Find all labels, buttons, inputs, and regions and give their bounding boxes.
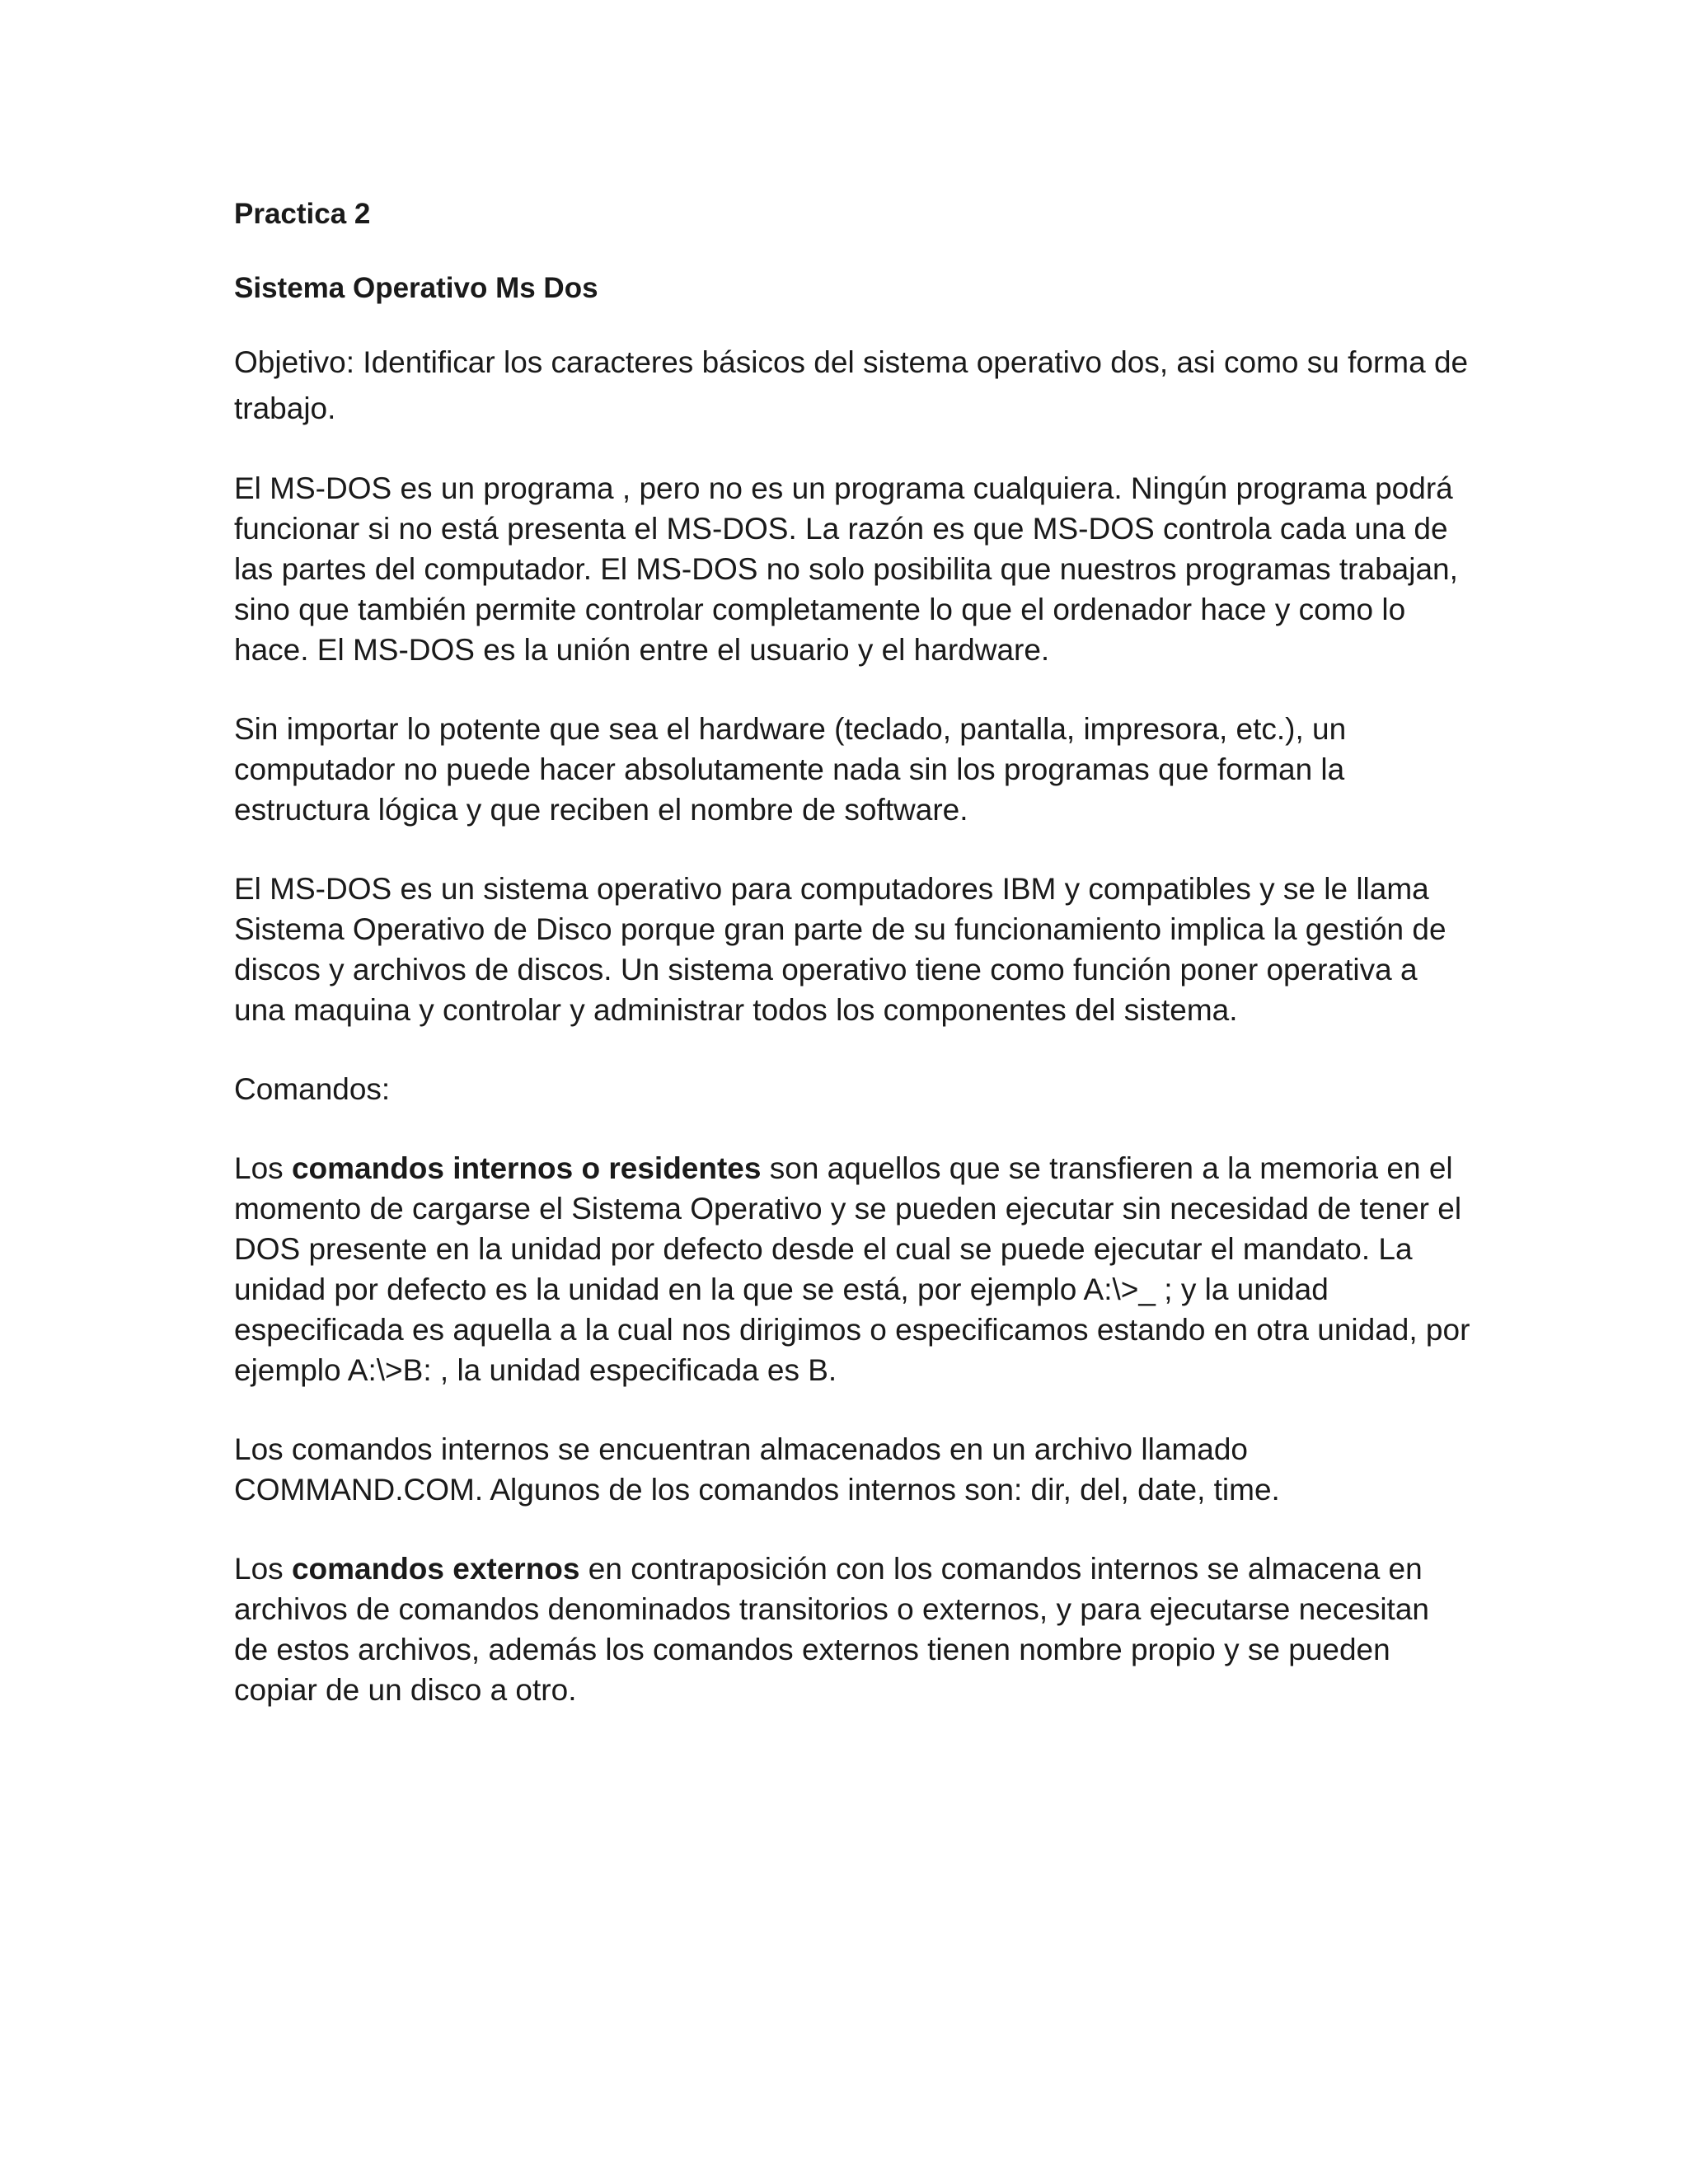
internal-commands-text: son aquellos que se transfieren a la memoria en el momento de cargarse el Sistema Operativo y se pueden ejecutar sin necesidad de tener el DOS presente en la unidad por defecto desde el cual se puede ejecutar el mandato. La unidad por defecto es la unidad en la que se está, por ejemplo A:\>_ ; y la unidad especificada es aquella a la cual nos dirigimos o especificamos estando en otra unidad, por ejemplo A:\>B: , la unidad especificada es B. (234, 1151, 1470, 1387)
external-commands-paragraph (234, 1549, 1470, 1710)
document-body (234, 194, 1470, 1749)
comandos-label: Comandos: (234, 1072, 391, 1106)
external-commands-text: en contraposición con los comandos internos se almacena en archivos de comandos denominados transitorios o externos, y para ejecutarse necesitan de estos archivos, además los comandos externos tienen nombre propio y se pueden copiar de un disco a otro. (234, 1552, 1429, 1707)
command-com-paragraph: Los comandos internos se encuentran almacenados en un archivo llamado COMMAND.COM. Algunos de los comandos internos son: dir, del, date, time. (234, 1432, 1280, 1507)
internal-commands-term: comandos internos o residentes (291, 1151, 762, 1185)
internal-commands-prefix: Los (234, 1151, 292, 1185)
intro-paragraph: El MS-DOS es un programa , pero no es un programa cualquiera. Ningún programa podrá funcionar si no está presenta el MS-DOS. La razón es que MS-DOS controla cada una de las partes del computador. El MS-DOS no solo posibilita que nuestros programas trabajan, sino que también permite controlar completamente lo que el ordenador hace y como lo hace. El MS-DOS es la unión entre el usuario y el hardware. (234, 471, 1458, 667)
document-title: Practica 2 (234, 198, 371, 230)
objective-paragraph: Objetivo: Identificar los caracteres básicos del sistema operativo dos, asi como su forma de trabajo. (234, 345, 1469, 425)
ms-dos-definition-paragraph: El MS-DOS es un sistema operativo para computadores IBM y compatibles y se le llama Sistema Operativo de Disco porque gran parte de su funcionamiento implica la gestión de discos y archivos de discos. Un sistema operativo tiene como función poner operativa a una maquina y controlar y administrar todos los componentes del sistema. (234, 872, 1447, 1027)
external-commands-term: comandos externos (291, 1552, 580, 1586)
internal-commands-paragraph (234, 1148, 1470, 1390)
document-subtitle: Sistema Operativo Ms Dos (234, 272, 598, 304)
external-commands-prefix: Los (234, 1552, 292, 1586)
hardware-paragraph: Sin importar lo potente que sea el hardware (teclado, pantalla, impresora, etc.), un computador no puede hacer absolutamente nada sin los programas que forman la estructura lógica y que reciben el nombre de software. (234, 712, 1347, 827)
